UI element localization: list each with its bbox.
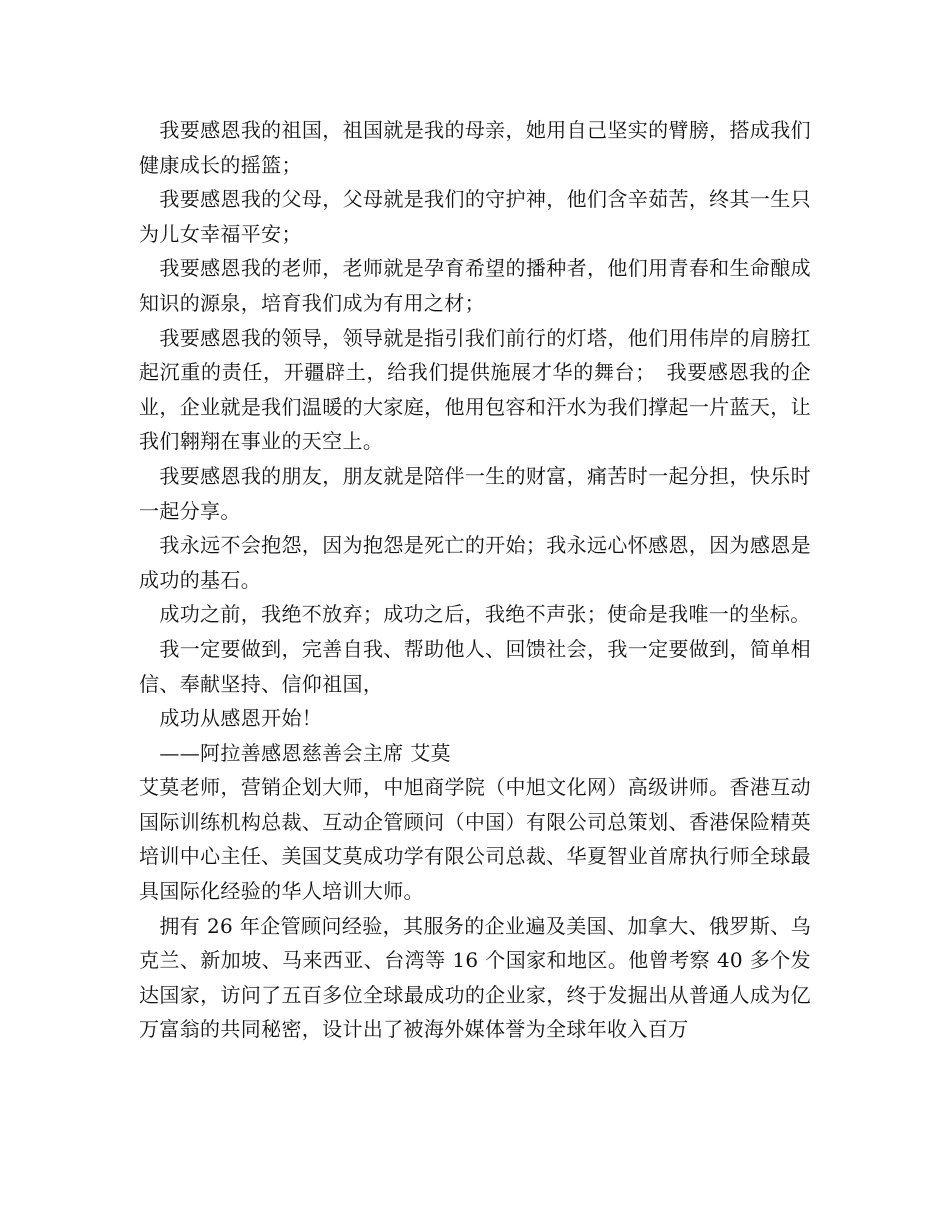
paragraph-success-mission: 成功之前，我绝不放弃；成功之后，我绝不声张；使命是我唯一的坐标。 — [139, 602, 811, 627]
paragraph-gratitude-country: 我要感恩我的祖国，祖国就是我的母亲，她用自己坚实的臂膀，搭成我们健康成长的摇篮； — [139, 118, 811, 177]
paragraph-gratitude-friends: 我要感恩我的朋友，朋友就是陪伴一生的财富，痛苦时一起分担，快乐时一起分享。 — [139, 463, 811, 523]
paragraph-never-complain: 我永远不会抱怨，因为抱怨是死亡的开始；我永远心怀感恩，因为感恩是成功的基石。 — [139, 533, 811, 592]
paragraph-success-from-gratitude: 成功从感恩开始！ — [139, 706, 323, 731]
paragraph-gratitude-leaders-enterprise: 我要感恩我的领导，领导就是指引我们前行的灯塔，他们用伟岸的肩膀扛起沉重的责任，开疆辟土，给我们提供施展才华的舞台； 我要感恩我的企业，企业就是我们温暖的大家庭，他用包容和汗水为我们撑起一片蓝天，让我们翱翔在事业的天空上。 — [139, 325, 811, 454]
document-body — [139, 113, 811, 1047]
paragraph-gratitude-parents: 我要感恩我的父母，父母就是我们的守护神，他们含辛茹苦，终其一生只为儿女幸福平安； — [139, 187, 811, 246]
paragraph-gratitude-teachers: 我要感恩我的老师，老师就是孕育希望的播种者，他们用青春和生命酿成知识的源泉，培育我们成为有用之材； — [139, 256, 811, 315]
paragraph-commitment: 我一定要做到，完善自我、帮助他人、回馈社会，我一定要做到，简单相信、奉献坚持、信仰祖国， — [139, 636, 811, 696]
paragraph-signature: ——阿拉善感恩慈善会主席 艾莫 — [139, 740, 451, 765]
paragraph-author-bio: 艾莫老师，营销企划大师，中旭商学院（中旭文化网）高级讲师。香港互动国际训练机构总裁、互动企管顾问（中国）有限公司总策划、香港保险精英培训中心主任、美国艾莫成功学有限公司总裁、华夏智业首席执行师全球最具国际化经验的华人培训大师。 — [139, 775, 811, 904]
paragraph-author-experience: 拥有 26 年企管顾问经验，其服务的企业遍及美国、加拿大、俄罗斯、乌克兰、新加坡、马来西亚、台湾等 16 个国家和地区。他曾考察 40 多个发达国家，访问了五百多位全球最成功的企业家，终于发掘出从普通人成为亿万富翁的共同秘密，设计出了被海外媒体誉为全球年收入百万 — [139, 913, 811, 1042]
